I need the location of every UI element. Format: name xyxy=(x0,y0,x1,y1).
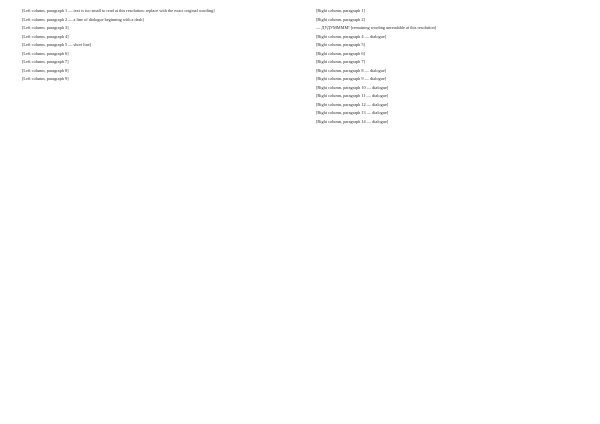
right-paragraph-10: [Right column, paragraph 10 — dialogue] xyxy=(316,84,389,90)
left-paragraph-4: [Left column, paragraph 4] xyxy=(22,33,69,39)
left-paragraph-6: [Left column, paragraph 6] xyxy=(22,50,69,56)
right-paragraph-7: [Right column, paragraph 7] xyxy=(316,59,365,64)
right-paragraph-9: [Right column, paragraph 9 — dialogue] xyxy=(316,76,387,81)
right-paragraph-13: [Right column, paragraph 13 — dialogue] xyxy=(316,110,389,115)
left-paragraph-9: [Left column, paragraph 9] xyxy=(22,76,69,81)
right-paragraph-3: — ДУДУММММ! [remaining wording unreadable at this resolution] xyxy=(316,25,437,30)
left-paragraph-5: [Left column, paragraph 5 — short line] xyxy=(22,42,92,47)
left-paragraph-2: [Left column, paragraph 2 — a line of dialogue beginning with a dash] xyxy=(22,16,144,22)
right-column xyxy=(308,8,586,418)
right-paragraph-11: [Right column, paragraph 11 — dialogue] xyxy=(316,93,389,98)
right-paragraph-5: [Right column, paragraph 5] xyxy=(316,42,365,47)
left-paragraph-8: [Left column, paragraph 8] xyxy=(22,67,69,73)
right-paragraph-2: [Right column, paragraph 2] xyxy=(316,16,365,22)
left-paragraph-3: [Left column, paragraph 3] xyxy=(22,25,69,30)
right-paragraph-14: [Right column, paragraph 14 — dialogue] xyxy=(316,118,389,124)
right-paragraph-12: [Right column, paragraph 12 — dialogue] xyxy=(316,101,389,107)
left-column xyxy=(14,8,292,418)
left-paragraph-7: [Left column, paragraph 7] xyxy=(22,59,69,64)
right-paragraph-8: [Right column, paragraph 8 — dialogue] xyxy=(316,67,387,73)
right-paragraph-1: [Right column, paragraph 1] xyxy=(316,8,365,13)
left-paragraph-1: [Left column, paragraph 1 — text is too small to read at this resolution; replace with the exact original wording] xyxy=(22,8,215,13)
right-paragraph-4: [Right column, paragraph 4 — dialogue] xyxy=(316,33,387,39)
right-paragraph-6: [Right column, paragraph 6] xyxy=(316,50,365,56)
